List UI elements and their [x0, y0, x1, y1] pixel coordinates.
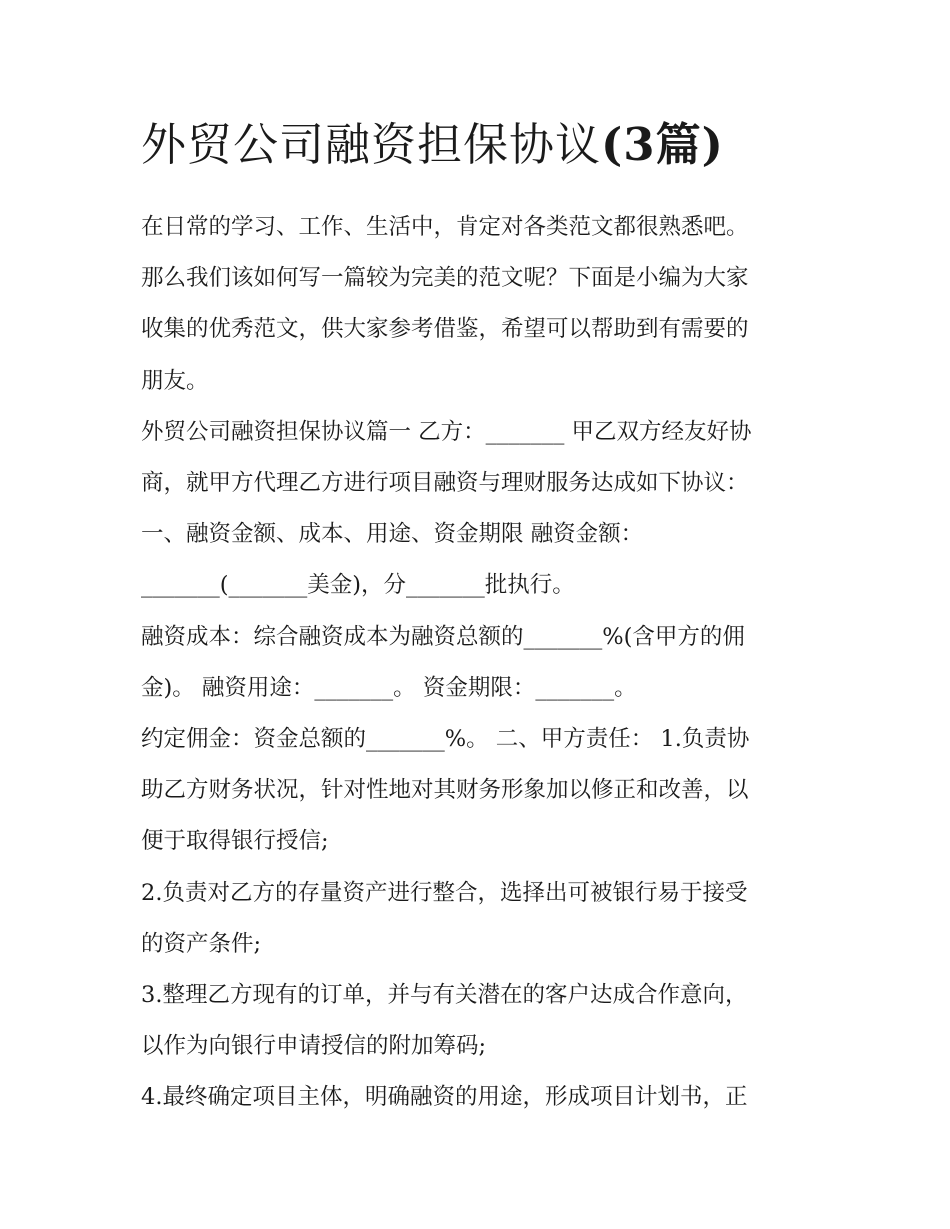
body-line: 4.最终确定项目主体，明确融资的用途，形成项目计划书，正 [141, 1084, 748, 1111]
body-line: 3.整理乙方现有的订单，并与有关潜在的客户达成合作意向， [141, 982, 748, 1009]
body-line: 助乙方财务状况，针对性地对其财务形象加以修正和改善，以 [141, 777, 749, 804]
body-line: 商，就甲方代理乙方进行项目融资与理财服务达成如下协议： [141, 470, 749, 497]
document-title-main: 外贸公司融资担保协议 [141, 118, 602, 171]
body-line: 金)。 融资用途：_______。 资金期限：_______。 [141, 674, 637, 701]
body-line: 一、融资金额、成本、用途、资金期限 融资金额： [141, 521, 644, 548]
document-title [141, 112, 813, 178]
document-page [141, 112, 813, 1124]
body-line: 朋友。 [141, 367, 209, 394]
body-line: 外贸公司融资担保协议篇一 乙方：_______ 甲乙双方经友好协 [141, 418, 752, 445]
body-line: 那么我们该如何写一篇较为完美的范文呢？下面是小编为大家 [141, 265, 749, 292]
body-line: _______(_______美金)，分_______批执行。 [141, 572, 575, 599]
body-line: 收集的优秀范文，供大家参考借鉴，希望可以帮助到有需要的 [141, 316, 749, 343]
body-line: 在日常的学习、工作、生活中，肯定对各类范文都很熟悉吧。 [141, 214, 749, 240]
body-line: 2.负责对乙方的存量资产进行整合，选择出可被银行易于接受 [141, 879, 748, 906]
body-line: 的资产条件; [141, 930, 262, 957]
body-line: 约定佣金：资金总额的_______%。 二、甲方责任： 1.负责协 [141, 726, 750, 753]
body-line: 便于取得银行授信; [141, 828, 329, 855]
body-line: 以作为向银行申请授信的附加筹码; [141, 1033, 487, 1060]
body-line: 融资成本：综合融资成本为融资总额的_______%(含甲方的佣 [141, 623, 745, 650]
document-title-suffix: (3篇) [601, 118, 724, 171]
